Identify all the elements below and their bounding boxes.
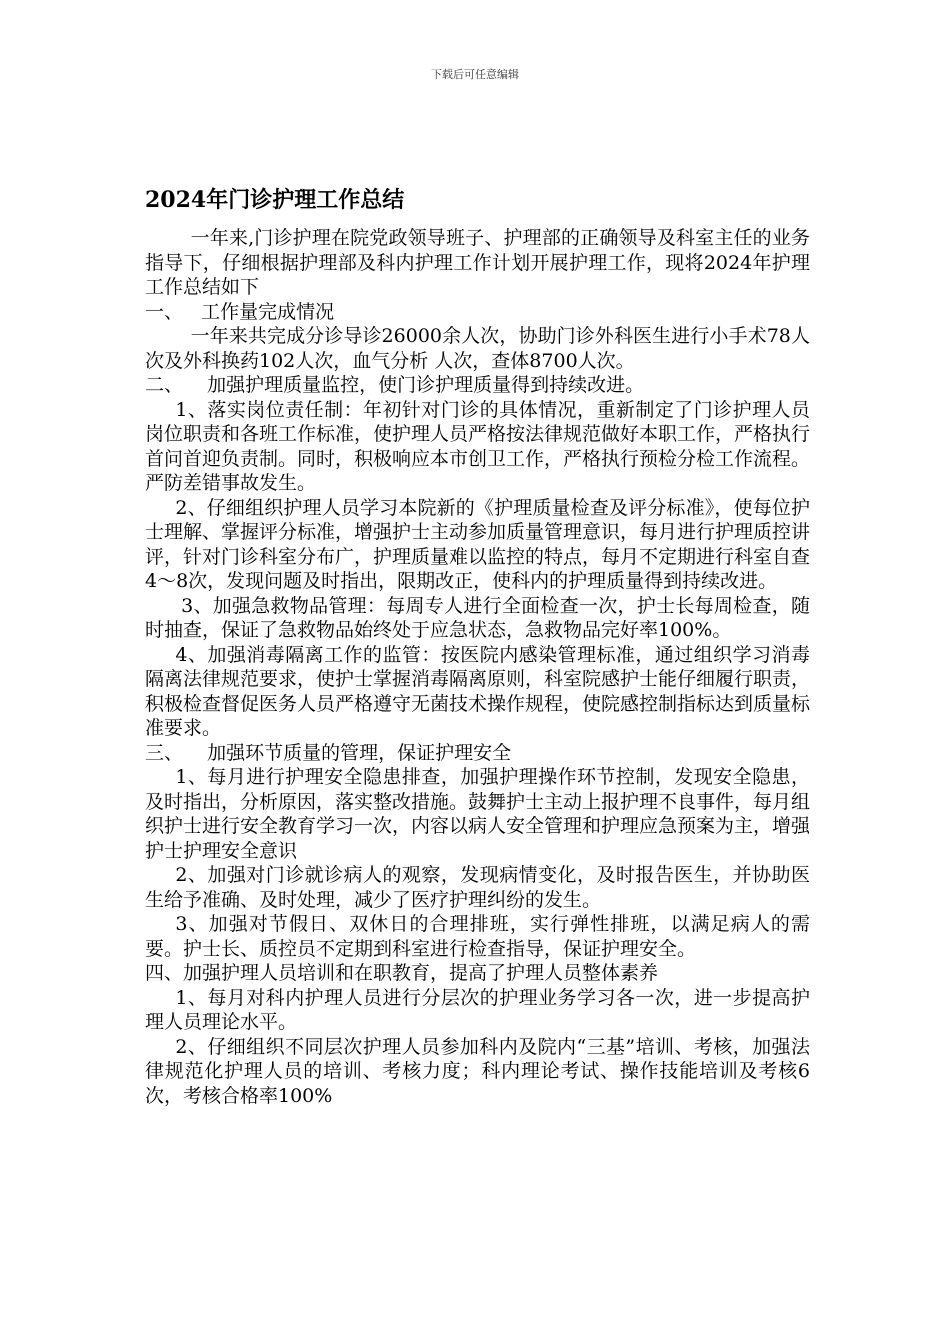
list-item: 3、加强对节假日、双休日的合理排班，实行弹性排班，以满足病人的需要。护士长、质控员不定期到科室进行检查指导，保证护理安全。 <box>145 913 810 960</box>
list-item: 2、仔细组织护理人员学习本院新的《护理质量检查及评分标准》，使每位护士理解、掌握评分标准，增强护士主动参加质量管理意识，每月进行护理质控讲评，针对门诊科室分布广，护理质量难以监控的特点，每月不定期进行科室自查4～8次，发现问题及时指出，限期改正，使科内的护理质量得到持续改进。 <box>145 496 811 592</box>
page-header-note: 下载后可任意编辑 <box>431 68 519 81</box>
document-body <box>145 226 810 1108</box>
workload-paragraph: 一年来共完成分诊导诊26000余人次，协助门诊外科医生进行小手术78人次及外科换药102人次，血气分析 人次，查体8700人次。 <box>145 325 810 372</box>
list-item: 1、每月对科内护理人员进行分层次的护理业务学习各一次，进一步提高护理人员理论水平。 <box>145 986 810 1033</box>
section-heading-3: 三、 加强环节质量的管理，保证护理安全 <box>145 741 512 764</box>
intro-paragraph: 一年来,门诊护理在院党政领导班子、护理部的正确领导及科室主任的业务指导下，仔细根据护理部及科内护理工作计划开展护理工作，现将2024年护理工作总结如下 <box>145 227 810 298</box>
list-item: 2、加强对门诊就诊病人的观察，发现病情变化，及时报告医生，并协助医生给予准确、及时处理，减少了医疗护理纠纷的发生。 <box>145 864 810 911</box>
list-item: 3、加强急救物品管理：每周专人进行全面检查一次，护士长每周检查，随时抽查，保证了急救物品始终处于应急状态，急救物品完好率100%。 <box>145 594 810 641</box>
section-heading-2: 二、 加强护理质量监控，使门诊护理质量得到持续改进。 <box>145 374 645 396</box>
list-item: 2、仔细组织不同层次护理人员参加科内及院内“三基”培训、考核，加强法律规范化护理人员的培训、考核力度；科内理论考试、操作技能培训及考核6次，考核合格率100% <box>145 1035 810 1107</box>
section-heading-4: 四、加强护理人员培训和在职教育，提高了护理人员整体素养 <box>145 962 659 984</box>
list-item: 1、每月进行护理安全隐患排查，加强护理操作环节控制，发现安全隐患，及时指出，分析原因，落实整改措施。鼓舞护士主动上报护理不良事件，每月组织护士进行安全教育学习一次，内容以病人安全管理和护理应急预案为主，增强护士护理安全意识 <box>145 766 811 862</box>
list-item: 4、加强消毒隔离工作的监管：按医院内感染管理标准，通过组织学习消毒隔离法律规范要求，使护士掌握消毒隔离原则，科室院感护士能仔细履行职责，积极检查督促医务人员严格遵守无菌技术操作规程，使院感控制指标达到质量标准要求。 <box>145 643 811 739</box>
list-item: 1、落实岗位责任制：年初针对门诊的具体情况，重新制定了门诊护理人员岗位职责和各班工作标准，使护理人员严格按法律规范做好本职工作，严格执行首问首迎负责制。同时，积极响应本市创卫工作，严格执行预检分检工作流程。严防差错事故发生。 <box>145 398 811 494</box>
document-title: 2024年门诊护理工作总结 <box>145 187 405 213</box>
section-heading-1: 一、 工作量完成情况 <box>145 300 335 323</box>
